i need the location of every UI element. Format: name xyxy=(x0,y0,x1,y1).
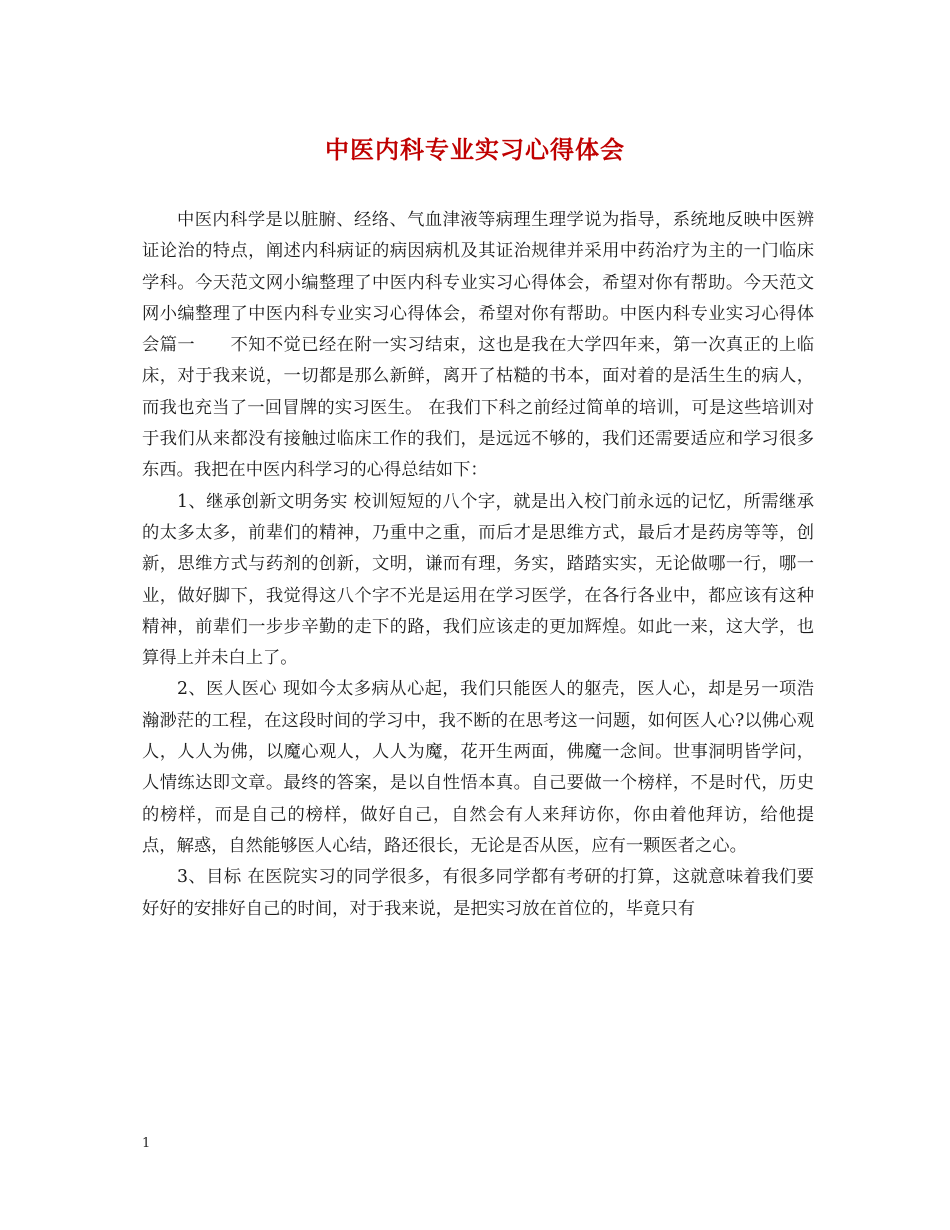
paragraph-section-1: 1、继承创新文明务实 校训短短的八个字，就是出入校门前永远的记忆，所需继承的太多太多，前辈们的精神，乃重中之重，而后才是思维方式，最后才是药房等等，创新，思维方式与药剂的创新，文明，谦而有理，务实，踏踏实实，无论做哪一行，哪一业，做好脚下，我觉得这八个字不光是运用在学习医学，在各行各业中，都应该有这种精神，前辈们一步步辛勤的走下的路，我们应该走的更加辉煌。如此一来，这大学，也算得上并未白上了。 xyxy=(142,491,814,669)
page-number: 1 xyxy=(142,1136,151,1151)
document-body xyxy=(142,205,814,925)
paragraph-section-2: 2、医人医心 现如今太多病从心起，我们只能医人的躯壳，医人心，却是另一项浩瀚渺茫的工程，在这段时间的学习中，我不断的在思考这一问题，如何医人心?以佛心观人，人人为佛，以魔心观人，人人为魔，花开生两面，佛魔一念间。世事洞明皆学问，人情练达即文章。最终的答案，是以自性悟本真。自己要做一个榜样，不是时代，历史的榜样，而是自己的榜样，做好自己，自然会有人来拜访你，你由着他拜访，给他提点，解惑，自然能够医人心结，路还很长，无论是否从医，应有一颗医者之心。 xyxy=(142,679,814,856)
paragraph-intro: 中医内科学是以脏腑、经络、气血津液等病理生理学说为指导，系统地反映中医辨证论治的特点，阐述内科病证的病因病机及其证治规律并采用中药治疗为主的一门临床学科。今天范文网小编整理了中医内科专业实习心得体会，希望对你有帮助。今天范文网小编整理了中医内科专业实习心得体会，希望对你有帮助。中医内科专业实习心得体会篇一 不知不觉已经在附一实习结束，这也是我在大学四年来，第一次真正的上临床，对于我来说，一切都是那么新鲜，离开了枯糙的书本，面对着的是活生生的病人，而我也充当了一回冒牌的实习医生。 在我们下科之前经过简单的培训，可是这些培训对于我们从来都没有接触过临床工作的我们，是远远不够的，我们还需要适应和学习很多东西。我把在中医内科学习的心得总结如下： xyxy=(142,210,814,481)
paragraph-section-3: 3、目标 在医院实习的同学很多，有很多同学都有考研的打算，这就意味着我们要好好的安排好自己的时间，对于我来说，是把实习放在首位的，毕竟只有 xyxy=(142,867,814,919)
document-title: 中医内科专业实习心得体会 xyxy=(325,135,625,164)
